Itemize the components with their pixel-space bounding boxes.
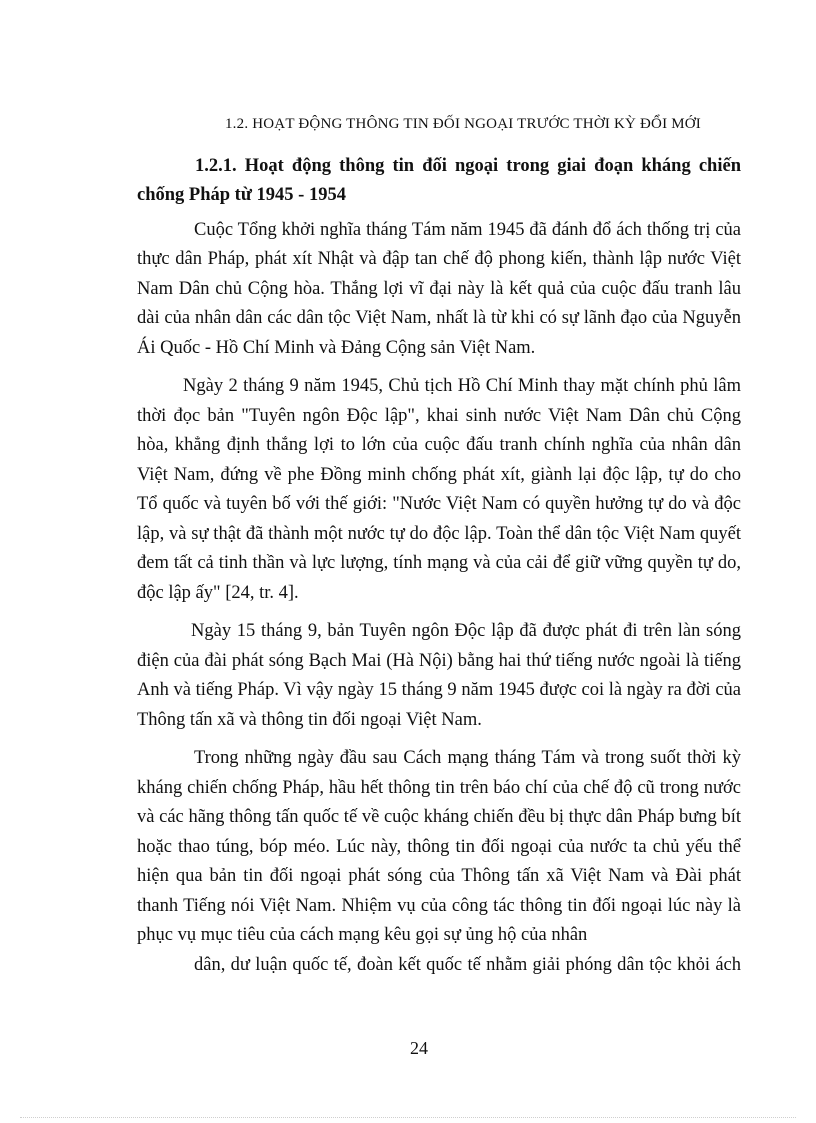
section-title: 1.2. HOẠT ĐỘNG THÔNG TIN ĐỐI NGOẠI TRƯỚC THỜI KỲ ĐỔI MỚI: [224, 116, 701, 132]
paragraph-2: Ngày 2 tháng 9 năm 1945, Chủ tịch Hồ Chí Minh thay mặt chính phủ lâm thời đọc bản "Tuyên ngôn Độc lập", khai sinh nước Việt Nam Dân chủ Cộng hòa, khẳng định thắng lợi to lớn của cuộc đấu tranh chính nghĩa của nhân dân Việt Nam, đứng về phe Đồng minh chống phát xít, giành lại độc lập, tự do cho Tổ quốc và tuyên bố với thế giới: "Nước Việt Nam có quyền hưởng tự do và độc lập, và sự thật đã thành một nước tự do độc lập. Toàn thể dân tộc Việt Nam quyết đem tất cả tinh thần và lực lượng, tính mạng và của cải để giữ vững quyền tự do, độc lập ấy" [24, tr. 4].: [137, 376, 741, 603]
page-bottom-divider: [20, 1117, 796, 1118]
paragraph-4: [137, 744, 741, 980]
paragraph-4-text: Trong những ngày đầu sau Cách mạng tháng Tám và trong suốt thời kỳ kháng chiến chống Pháp, hầu hết thông tin trên báo chí của chế độ cũ trong nước và các hãng thông tấn quốc tế về cuộc kháng chiến đều bị thực dân Pháp bưng bít hoặc thao túng, bóp méo. Lúc này, thông tin đối ngoại của nước ta chủ yếu thể hiện qua bản tin đối ngoại phát sóng của Thông tấn xã Việt Nam và Đài phát thanh Tiếng nói Việt Nam. Nhiệm vụ của công tác thông tin đối ngoại lúc này là phục vụ mục tiêu của cách mạng kêu gọi sự ủng hộ của nhân: [137, 748, 741, 945]
page-number: 24: [410, 1038, 428, 1058]
paragraph-3: Ngày 15 tháng 9, bản Tuyên ngôn Độc lập đã được phát đi trên làn sóng điện của đài phát sóng Bạch Mai (Hà Nội) bằng hai thứ tiếng nước ngoài là tiếng Anh và tiếng Pháp. Vì vậy ngày 15 tháng 9 năm 1945 được coi là ngày ra đời của Thông tấn xã và thông tin đối ngoại Việt Nam.: [137, 621, 741, 730]
paragraph-1: Cuộc Tổng khởi nghĩa tháng Tám năm 1945 đã đánh đổ ách thống trị của thực dân Pháp, phát xít Nhật và đập tan chế độ phong kiến, thành lập nước Việt Nam Dân chủ Cộng hòa. Thắng lợi vĩ đại này là kết quả của cuộc đấu tranh lâu dài của nhân dân các dân tộc Việt Nam, nhất là từ khi có sự lãnh đạo của Nguyễn Ái Quốc - Hồ Chí Minh và Đảng Cộng sản Việt Nam.: [137, 219, 741, 358]
subsection-title: 1.2.1. Hoạt động thông tin đối ngoại trong giai đoạn kháng chiến chống Pháp từ 1945 - 1954: [137, 155, 741, 205]
paragraph-4-continued-line: dân, dư luận quốc tế, đoàn kết quốc tế nhằm giải phóng dân tộc khỏi ách: [194, 954, 741, 975]
page-body: [137, 110, 741, 989]
